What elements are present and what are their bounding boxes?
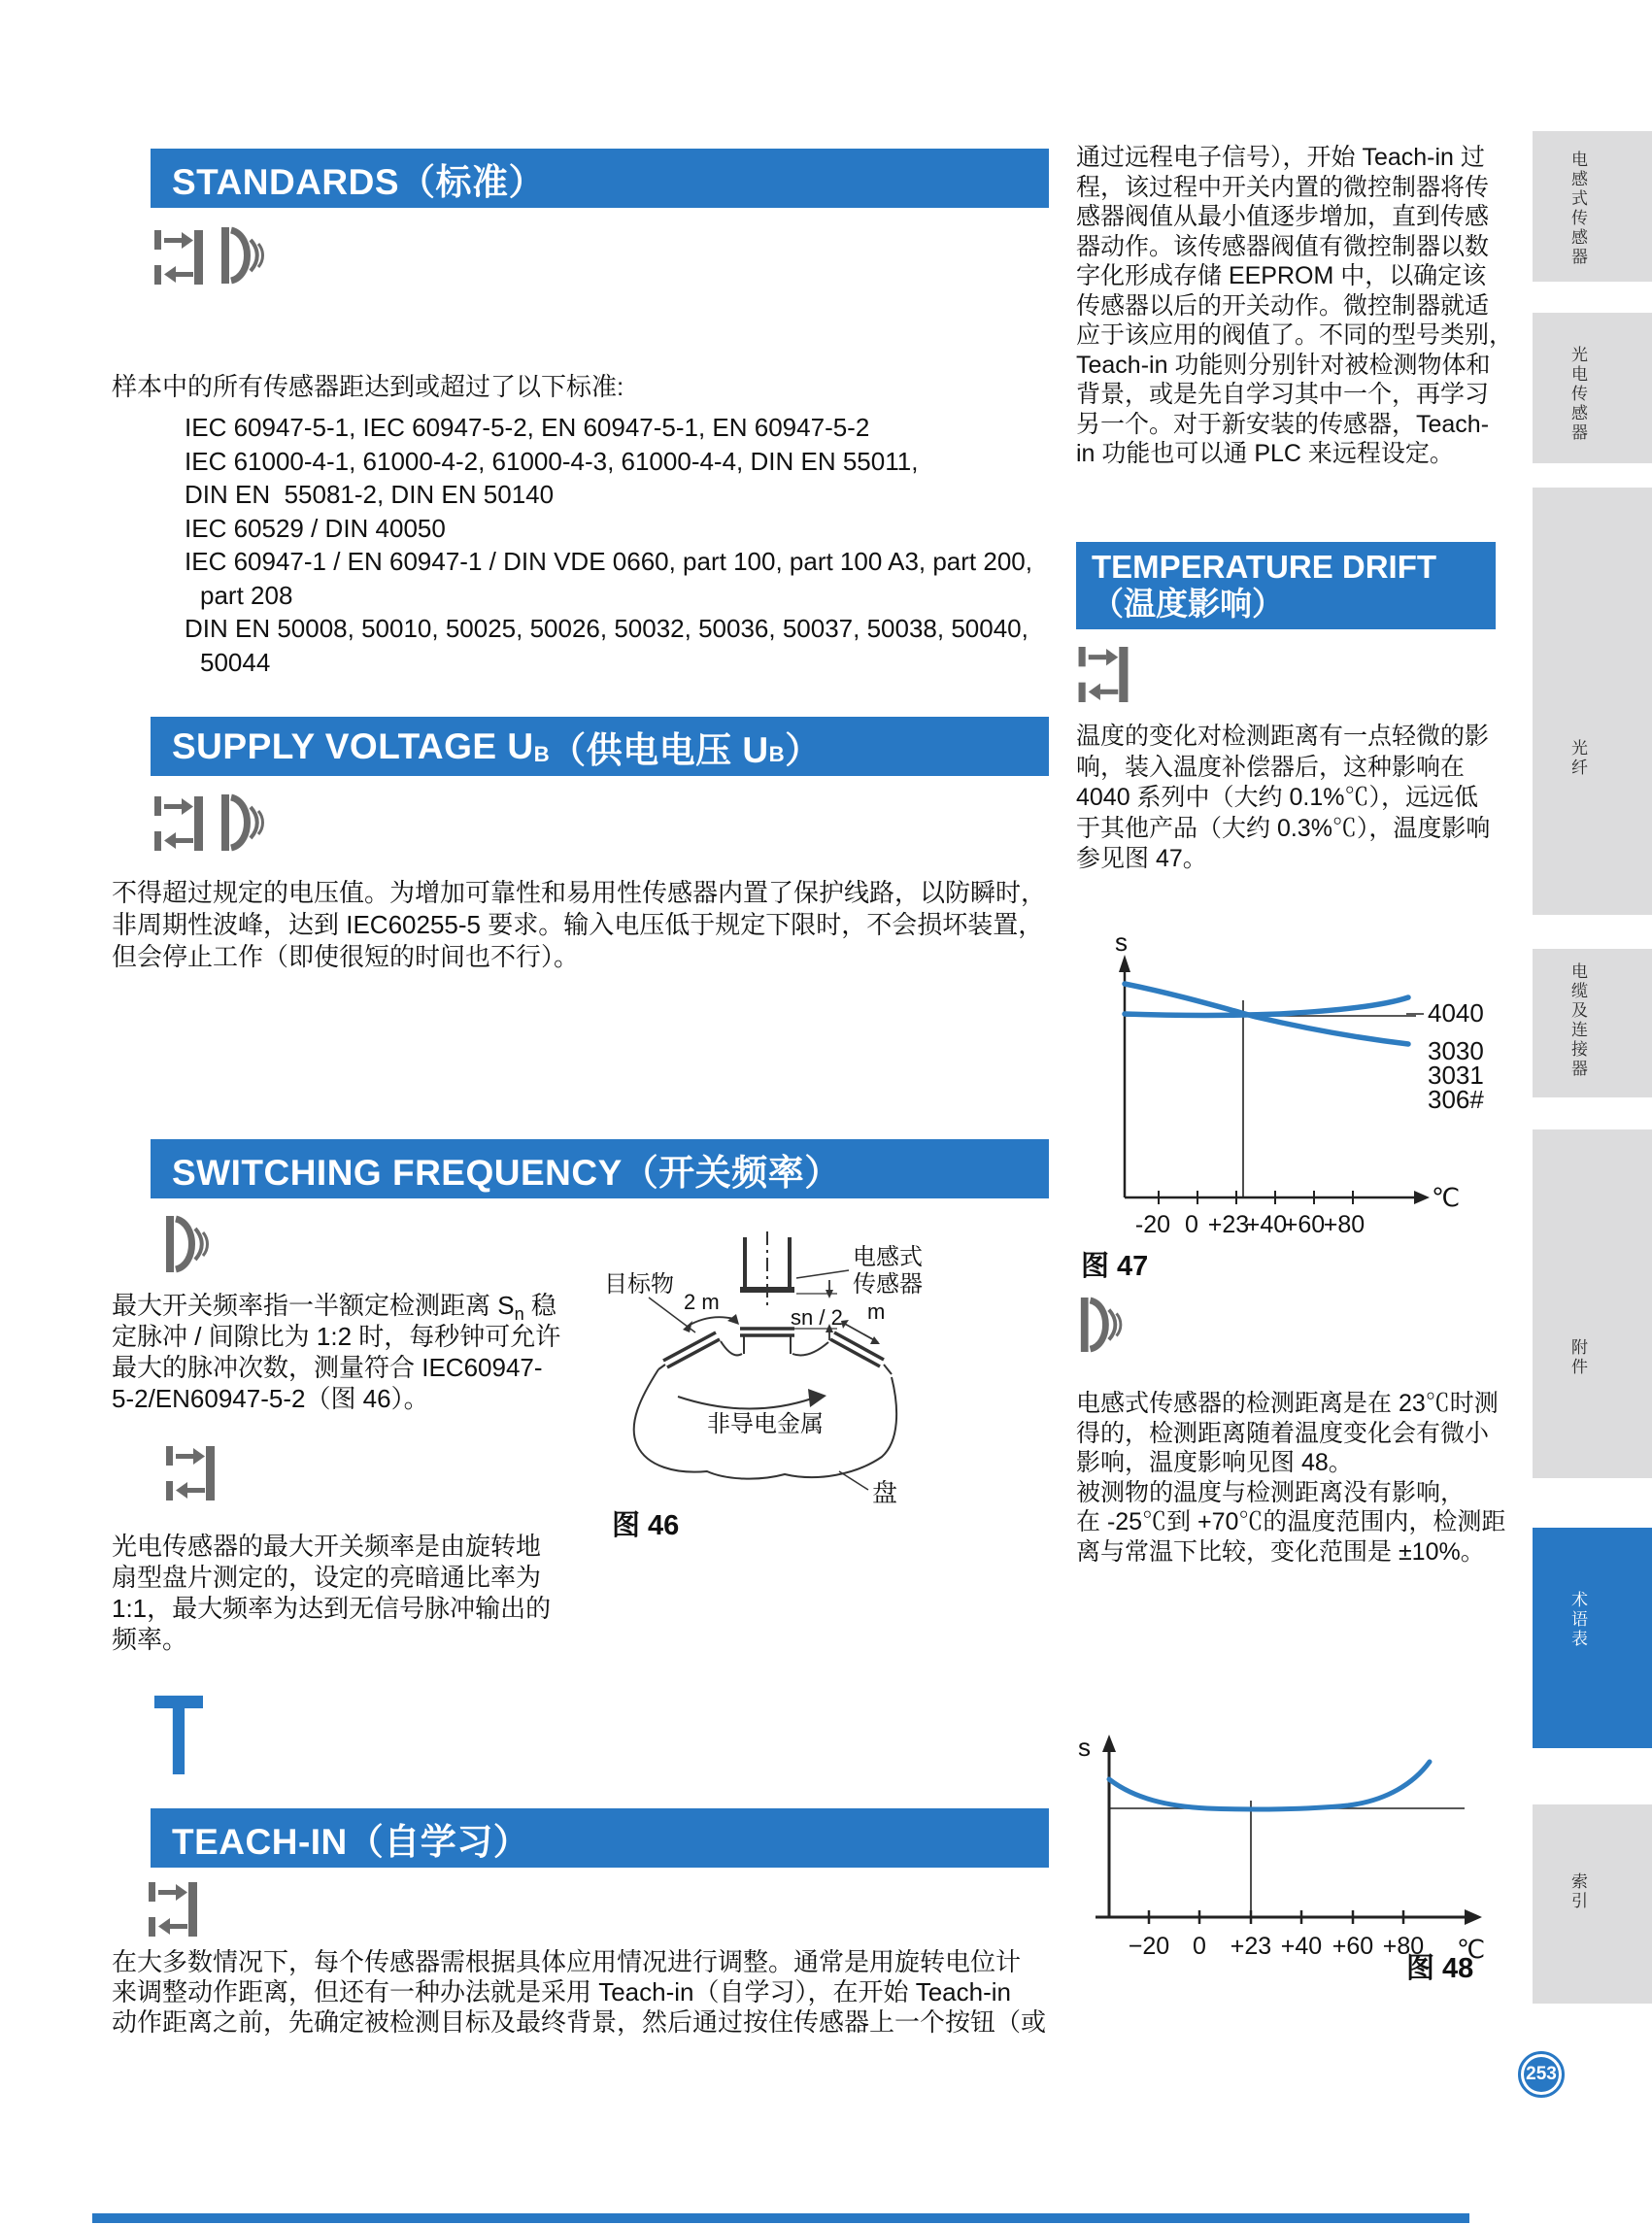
photoelectric-sensor-icon xyxy=(1080,1298,1129,1352)
fig47-xlabel: ℃ xyxy=(1432,1183,1461,1212)
fig47-tick: +60 xyxy=(1283,1211,1326,1238)
fig46-sensor-label-1: 电感式 xyxy=(853,1244,923,1270)
fig46-sensor-label-2: 传感器 xyxy=(853,1271,923,1298)
sidebar-tab-inductive-sensors xyxy=(1533,131,1652,282)
photoelectric-sensor-icon xyxy=(221,227,270,284)
text-line: 在 -25℃到 +70℃的温度范围内，检测距 xyxy=(1076,1508,1506,1536)
sidebar-tab-cables-connectors xyxy=(1533,949,1652,1097)
inductive-sensor-icon xyxy=(154,230,203,285)
text-line: 频率。 xyxy=(112,1625,188,1654)
text-line: 最大的脉冲次数，测量符合 IEC60947- xyxy=(112,1353,543,1382)
standards-list xyxy=(185,411,1032,679)
supply-title-sub2: B xyxy=(768,742,786,766)
text-line: 不得超过规定的电压值。为增加可靠性和易用性传感器内置了保护线路，以防瞬时， xyxy=(112,878,1047,907)
fig48-tick: +60 xyxy=(1332,1933,1374,1960)
text-line: 于其他产品（大约 0.3%℃），温度影响 xyxy=(1076,814,1491,842)
fig48-caption: 图 48 xyxy=(1406,1953,1474,1984)
fig46-m-label: m xyxy=(867,1299,886,1324)
fig47-chart xyxy=(1076,927,1494,1277)
fig46-2m-label: 2 m xyxy=(684,1290,720,1314)
text-line: 传感器以后的开关动作。微控制器就适 xyxy=(1076,291,1490,320)
text-line: 器动作。该传感器阀值有微控制器以数 xyxy=(1076,232,1490,260)
fig46-sn2-label: sn / 2 xyxy=(791,1305,843,1330)
text-line: 扇型盘片测定的，设定的亮暗通比率为 xyxy=(112,1563,542,1592)
sidebar-tab-label: 索引 xyxy=(1568,1872,1587,1911)
text-line: IEC 60947-1 / EN 60947-1 / DIN VDE 0660, part 100, part 100 A3, part 200, xyxy=(185,547,1032,576)
sidebar-tab-label: 电感式传感器 xyxy=(1568,151,1587,267)
temperature-drift-header xyxy=(1076,542,1496,629)
text-line: 离与常温下比较，变化范围是 ±10%。 xyxy=(1076,1537,1485,1566)
fig48-tick: −20 xyxy=(1128,1933,1170,1960)
fig48-xlabel: ℃ xyxy=(1457,1935,1486,1964)
inductive-sensor-icon xyxy=(149,1882,197,1937)
fig47-tick: +23 xyxy=(1207,1211,1250,1238)
text-line: DIN EN 50008, 50010, 50025, 50026, 50032, 50036, 50037, 50038, 50040, xyxy=(185,614,1028,643)
fig46-caption: 图 46 xyxy=(612,1510,680,1541)
bottom-rule xyxy=(92,2213,1469,2223)
teach-in-header xyxy=(151,1808,1049,1868)
text-line: IEC 60947-5-1, IEC 60947-5-2, EN 60947-5-1, EN 60947-5-2 xyxy=(185,413,870,442)
sidebar-tab-label: 电缆及连接器 xyxy=(1568,962,1587,1079)
text-line: 光电传感器的最大开关频率是由旋转地 xyxy=(112,1532,542,1561)
text-line: 来调整动作距离，但还有一种办法就是采用 Teach-in（自学习），在开始 Teach-in xyxy=(112,1977,1011,2006)
fig48-chart xyxy=(1076,1727,1494,1970)
text-line: 得的，检测距离随着温度变化会有微小 xyxy=(1076,1419,1490,1447)
text-line: 4040 系列中（大约 0.1%℃），远远低 xyxy=(1076,784,1478,811)
page-number-badge xyxy=(1518,2051,1565,2098)
fig48-tick: +80 xyxy=(1382,1933,1425,1960)
page-number: 253 xyxy=(1524,2057,1559,2092)
standards-intro xyxy=(112,372,624,402)
inductive-sensor-icon xyxy=(166,1446,215,1500)
fig47-series-3030: 3030 xyxy=(1428,1036,1484,1065)
text-line: 感器阀值从最小值逐步增加，直到传感 xyxy=(1076,203,1490,230)
teach-title: TEACH-IN（自学习） xyxy=(172,1821,530,1862)
sw-line1-post: 稳 xyxy=(523,1291,556,1320)
fig47-tick: 0 xyxy=(1185,1211,1198,1238)
temp-title-line1: TEMPERATURE DRIFT xyxy=(1092,549,1437,585)
text-line: IEC 61000-4-1, 61000-4-2, 61000-4-3, 61000-4-4, DIN EN 55011, xyxy=(185,446,919,476)
text-line: 影响，温度影响见图 48。 xyxy=(1076,1449,1353,1477)
switching-title: SWITCHING FREQUENCY（开关频率） xyxy=(172,1152,841,1193)
fig48-tick: 0 xyxy=(1193,1933,1206,1960)
fig47-tick: +80 xyxy=(1323,1211,1365,1238)
glossary-letter-T: T xyxy=(153,1671,204,1800)
supply-paragraph xyxy=(112,877,1046,973)
text-line: 应于该应用的阀值了。不同的型号类别， xyxy=(1076,321,1514,349)
fig47-ylabel: s xyxy=(1115,927,1128,957)
inductive-sensor-icon xyxy=(1078,647,1129,702)
text-line: IEC 60529 / DIN 40050 xyxy=(185,513,446,543)
fig47-caption: 图 47 xyxy=(1081,1251,1149,1282)
text-line: 字化形成存储 EEPROM 中，以确定该 xyxy=(1076,262,1487,289)
teach-in-paragraph xyxy=(112,1947,1046,2038)
photo-temperature-paragraph xyxy=(1076,1389,1506,1568)
photoelectric-sensor-icon xyxy=(221,794,270,851)
fig47-tick: +40 xyxy=(1245,1211,1288,1238)
fig47-series-4040: 4040 xyxy=(1428,998,1484,1028)
fig47-tick: -20 xyxy=(1134,1211,1171,1238)
text-line: 参见图 47。 xyxy=(1076,845,1207,872)
standards-header xyxy=(151,149,1049,208)
sidebar-tab-index xyxy=(1533,1804,1652,2004)
temperature-drift-paragraph xyxy=(1076,722,1503,875)
text-line: 定脉冲 / 间隙比为 1:2 时，每秒钟可允许 xyxy=(112,1322,561,1351)
sidebar-tab-photoelectric-sensors xyxy=(1533,313,1652,463)
sidebar-tab-label: 光电传感器 xyxy=(1568,346,1587,443)
supply-title-sub1: B xyxy=(533,742,551,766)
sw-line1-sub: n xyxy=(514,1304,524,1325)
text-line: 程，该过程中开关内置的微控制器将传 xyxy=(1076,173,1490,201)
fig47-series-3031: 3031 xyxy=(1428,1061,1484,1090)
sidebar-tab-glossary xyxy=(1533,1528,1652,1748)
fig48-tick: +40 xyxy=(1280,1933,1323,1960)
text-line: 50044 xyxy=(200,647,271,677)
fig47-series-306: 306# xyxy=(1428,1085,1484,1114)
text-line: 通过远程电子信号），开始 Teach-in 过 xyxy=(1076,144,1485,171)
text-line: 动作距离之前，先确定被检测目标及最终背景，然后通过按住传感器上一个按钮（或 xyxy=(112,2007,1047,2037)
text-line: 另一个。对于新安装的传感器，Teach- xyxy=(1076,410,1490,438)
standards-title: STANDARDS（标准） xyxy=(172,161,546,202)
sidebar-tab-label: 术语表 xyxy=(1568,1591,1587,1649)
text-line: 1:1，最大频率为达到无信号脉冲输出的 xyxy=(112,1594,552,1623)
inductive-sensor-icon xyxy=(154,796,203,851)
supply-voltage-header xyxy=(151,717,1049,776)
text-line: 响，装入温度补偿器后，这种影响在 xyxy=(1076,753,1466,781)
supply-title-pre: SUPPLY VOLTAGE U xyxy=(172,725,534,766)
text-line: 电感式传感器的检测距离是在 23℃时测 xyxy=(1076,1390,1499,1417)
teach-in-continued-paragraph xyxy=(1076,143,1514,469)
fig48-tick: +23 xyxy=(1230,1933,1272,1960)
switching-frequency-header xyxy=(151,1139,1049,1198)
text-line: part 208 xyxy=(200,580,293,610)
text-line: 但会停止工作（即使很短的时间也不行）。 xyxy=(112,942,580,971)
text-line: 非周期性波峰，达到 IEC60255-5 要求。输入电压低于规定下限时，不会损坏装置， xyxy=(112,910,1044,939)
sidebar-tab-fiber-optics xyxy=(1533,488,1652,915)
photoelectric-sensor-icon xyxy=(166,1216,215,1272)
text-line: Teach-in 功能则分别针对被检测物体和 xyxy=(1076,351,1491,379)
supply-title-mid: （供电电压 U xyxy=(550,729,769,770)
text-line: in 功能也可以通 PLC 来远程设定。 xyxy=(1076,440,1454,467)
switching-paragraph-2 xyxy=(112,1531,551,1655)
fig46-material-label: 非导电金属 xyxy=(707,1411,824,1437)
text-line: 被测物的温度与检测距离没有影响， xyxy=(1076,1478,1466,1506)
temp-title-line2: （温度影响） xyxy=(1092,586,1284,622)
text-line: 在大多数情况下，每个传感器需根据具体应用情况进行调整。通常是用旋转电位计 xyxy=(112,1947,1022,1976)
text-line: DIN EN 55081-2, DIN EN 50140 xyxy=(185,480,555,509)
standards-intro-text: 样本中的所有传感器距达到或超过了以下标准: xyxy=(112,372,624,401)
fig46-disc-label: 盘 xyxy=(872,1478,898,1507)
sw-line1-pre: 最大开关频率指一半额定检测距离 S xyxy=(112,1291,515,1320)
supply-title-post: ） xyxy=(785,729,822,770)
fig46-target-label: 目标物 xyxy=(604,1271,674,1298)
sidebar-tab-accessories xyxy=(1533,1129,1652,1478)
fig46-diagram xyxy=(456,1231,1054,1542)
sidebar-tab-label: 附件 xyxy=(1568,1338,1587,1377)
sidebar-tab-label: 光纤 xyxy=(1568,739,1587,778)
text-line: 温度的变化对检测距离有一点轻微的影 xyxy=(1076,723,1490,750)
fig48-ylabel: s xyxy=(1078,1733,1091,1762)
text-line: 5-2/EN60947-5-2（图 46）。 xyxy=(112,1384,429,1413)
text-line: 背景，或是先自学习其中一个，再学习 xyxy=(1076,381,1490,408)
